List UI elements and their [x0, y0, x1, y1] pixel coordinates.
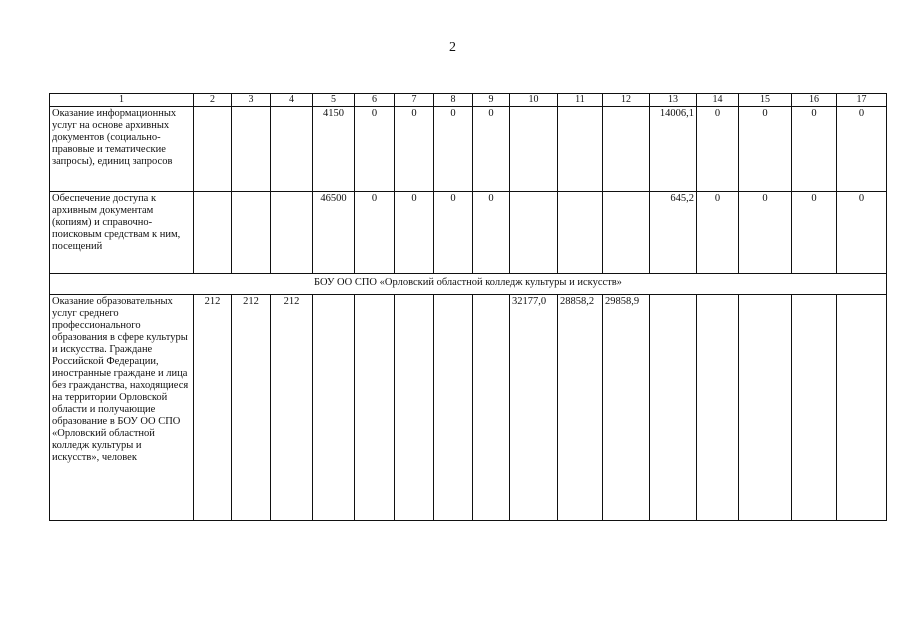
- table-cell: [739, 294, 792, 520]
- table-cell: [232, 191, 271, 273]
- table-cell: 0: [395, 106, 434, 191]
- header-row: [50, 94, 887, 107]
- header-cell: 16: [792, 94, 837, 107]
- table-cell: [558, 191, 603, 273]
- header-cell: 1: [50, 94, 194, 107]
- table-cell: [510, 106, 558, 191]
- table-cell: 0: [473, 191, 510, 273]
- table-cell: 0: [355, 191, 395, 273]
- org-heading: БОУ ОО СПО «Орловский областной колледж культуры и искусств»: [50, 273, 887, 294]
- table-cell: 0: [837, 106, 887, 191]
- header-cell: 2: [194, 94, 232, 107]
- table-cell: 0: [697, 191, 739, 273]
- header-cell: 6: [355, 94, 395, 107]
- table-cell: [232, 106, 271, 191]
- indicators-table: [49, 93, 887, 521]
- row-name: Оказание информационных услуг на основе архивных документов (социально-правовые и тематические запросы), единиц запросов: [50, 106, 194, 191]
- table-cell: 28858,2: [558, 294, 603, 520]
- table-cell: 212: [232, 294, 271, 520]
- table-cell: [603, 106, 650, 191]
- header-cell: 3: [232, 94, 271, 107]
- table-cell: 14006,1: [650, 106, 697, 191]
- table-cell: 0: [395, 191, 434, 273]
- table-cell: [313, 294, 355, 520]
- table-row: [50, 294, 887, 520]
- table-cell: [603, 191, 650, 273]
- table-cell: [792, 294, 837, 520]
- table-cell: [650, 294, 697, 520]
- table-cell: 0: [792, 106, 837, 191]
- header-cell: 12: [603, 94, 650, 107]
- table-cell: [473, 294, 510, 520]
- table-cell: [271, 191, 313, 273]
- table-cell: 32177,0: [510, 294, 558, 520]
- row-name: Обеспечение доступа к архивным документам (копиям) и справочно-поисковым средствам к ним, посещений: [50, 191, 194, 273]
- table-cell: 0: [434, 106, 473, 191]
- header-cell: 4: [271, 94, 313, 107]
- table-cell: 0: [697, 106, 739, 191]
- table-cell: [697, 294, 739, 520]
- table-row: [50, 106, 887, 191]
- table-cell: 0: [355, 106, 395, 191]
- table-cell: 0: [473, 106, 510, 191]
- table-cell: [510, 191, 558, 273]
- table-cell: 4150: [313, 106, 355, 191]
- table-cell: 0: [434, 191, 473, 273]
- table-row: [50, 191, 887, 273]
- table-cell: [355, 294, 395, 520]
- table-cell: 29858,9: [603, 294, 650, 520]
- table-cell: [837, 294, 887, 520]
- table-cell: [271, 106, 313, 191]
- table-cell: [194, 106, 232, 191]
- table-cell: 0: [792, 191, 837, 273]
- row-name: Оказание образовательных услуг среднего профессионального образования в сфере культуры и искусства. Граждане Российской Федерации, иностранные граждане и лица без гражданства, находящиеся на территории Орловской области и получающие образование в БОУ ОО СПО «Орловский областной колледж культуры и искусств», человек: [50, 294, 194, 520]
- header-cell: 9: [473, 94, 510, 107]
- table-cell: [558, 106, 603, 191]
- table-cell: 212: [271, 294, 313, 520]
- table-cell: 0: [739, 106, 792, 191]
- table-cell: [434, 294, 473, 520]
- header-cell: 13: [650, 94, 697, 107]
- table-cell: 645,2: [650, 191, 697, 273]
- header-cell: 15: [739, 94, 792, 107]
- header-cell: 5: [313, 94, 355, 107]
- header-cell: 10: [510, 94, 558, 107]
- table-cell: 0: [739, 191, 792, 273]
- table-cell: 46500: [313, 191, 355, 273]
- header-cell: 11: [558, 94, 603, 107]
- page-number: 2: [449, 40, 456, 55]
- header-cell: 8: [434, 94, 473, 107]
- header-cell: 14: [697, 94, 739, 107]
- header-cell: 17: [837, 94, 887, 107]
- table-cell: 212: [194, 294, 232, 520]
- header-cell: 7: [395, 94, 434, 107]
- table-cell: [194, 191, 232, 273]
- table-cell: 0: [837, 191, 887, 273]
- org-heading-row: [50, 273, 887, 294]
- table-cell: [395, 294, 434, 520]
